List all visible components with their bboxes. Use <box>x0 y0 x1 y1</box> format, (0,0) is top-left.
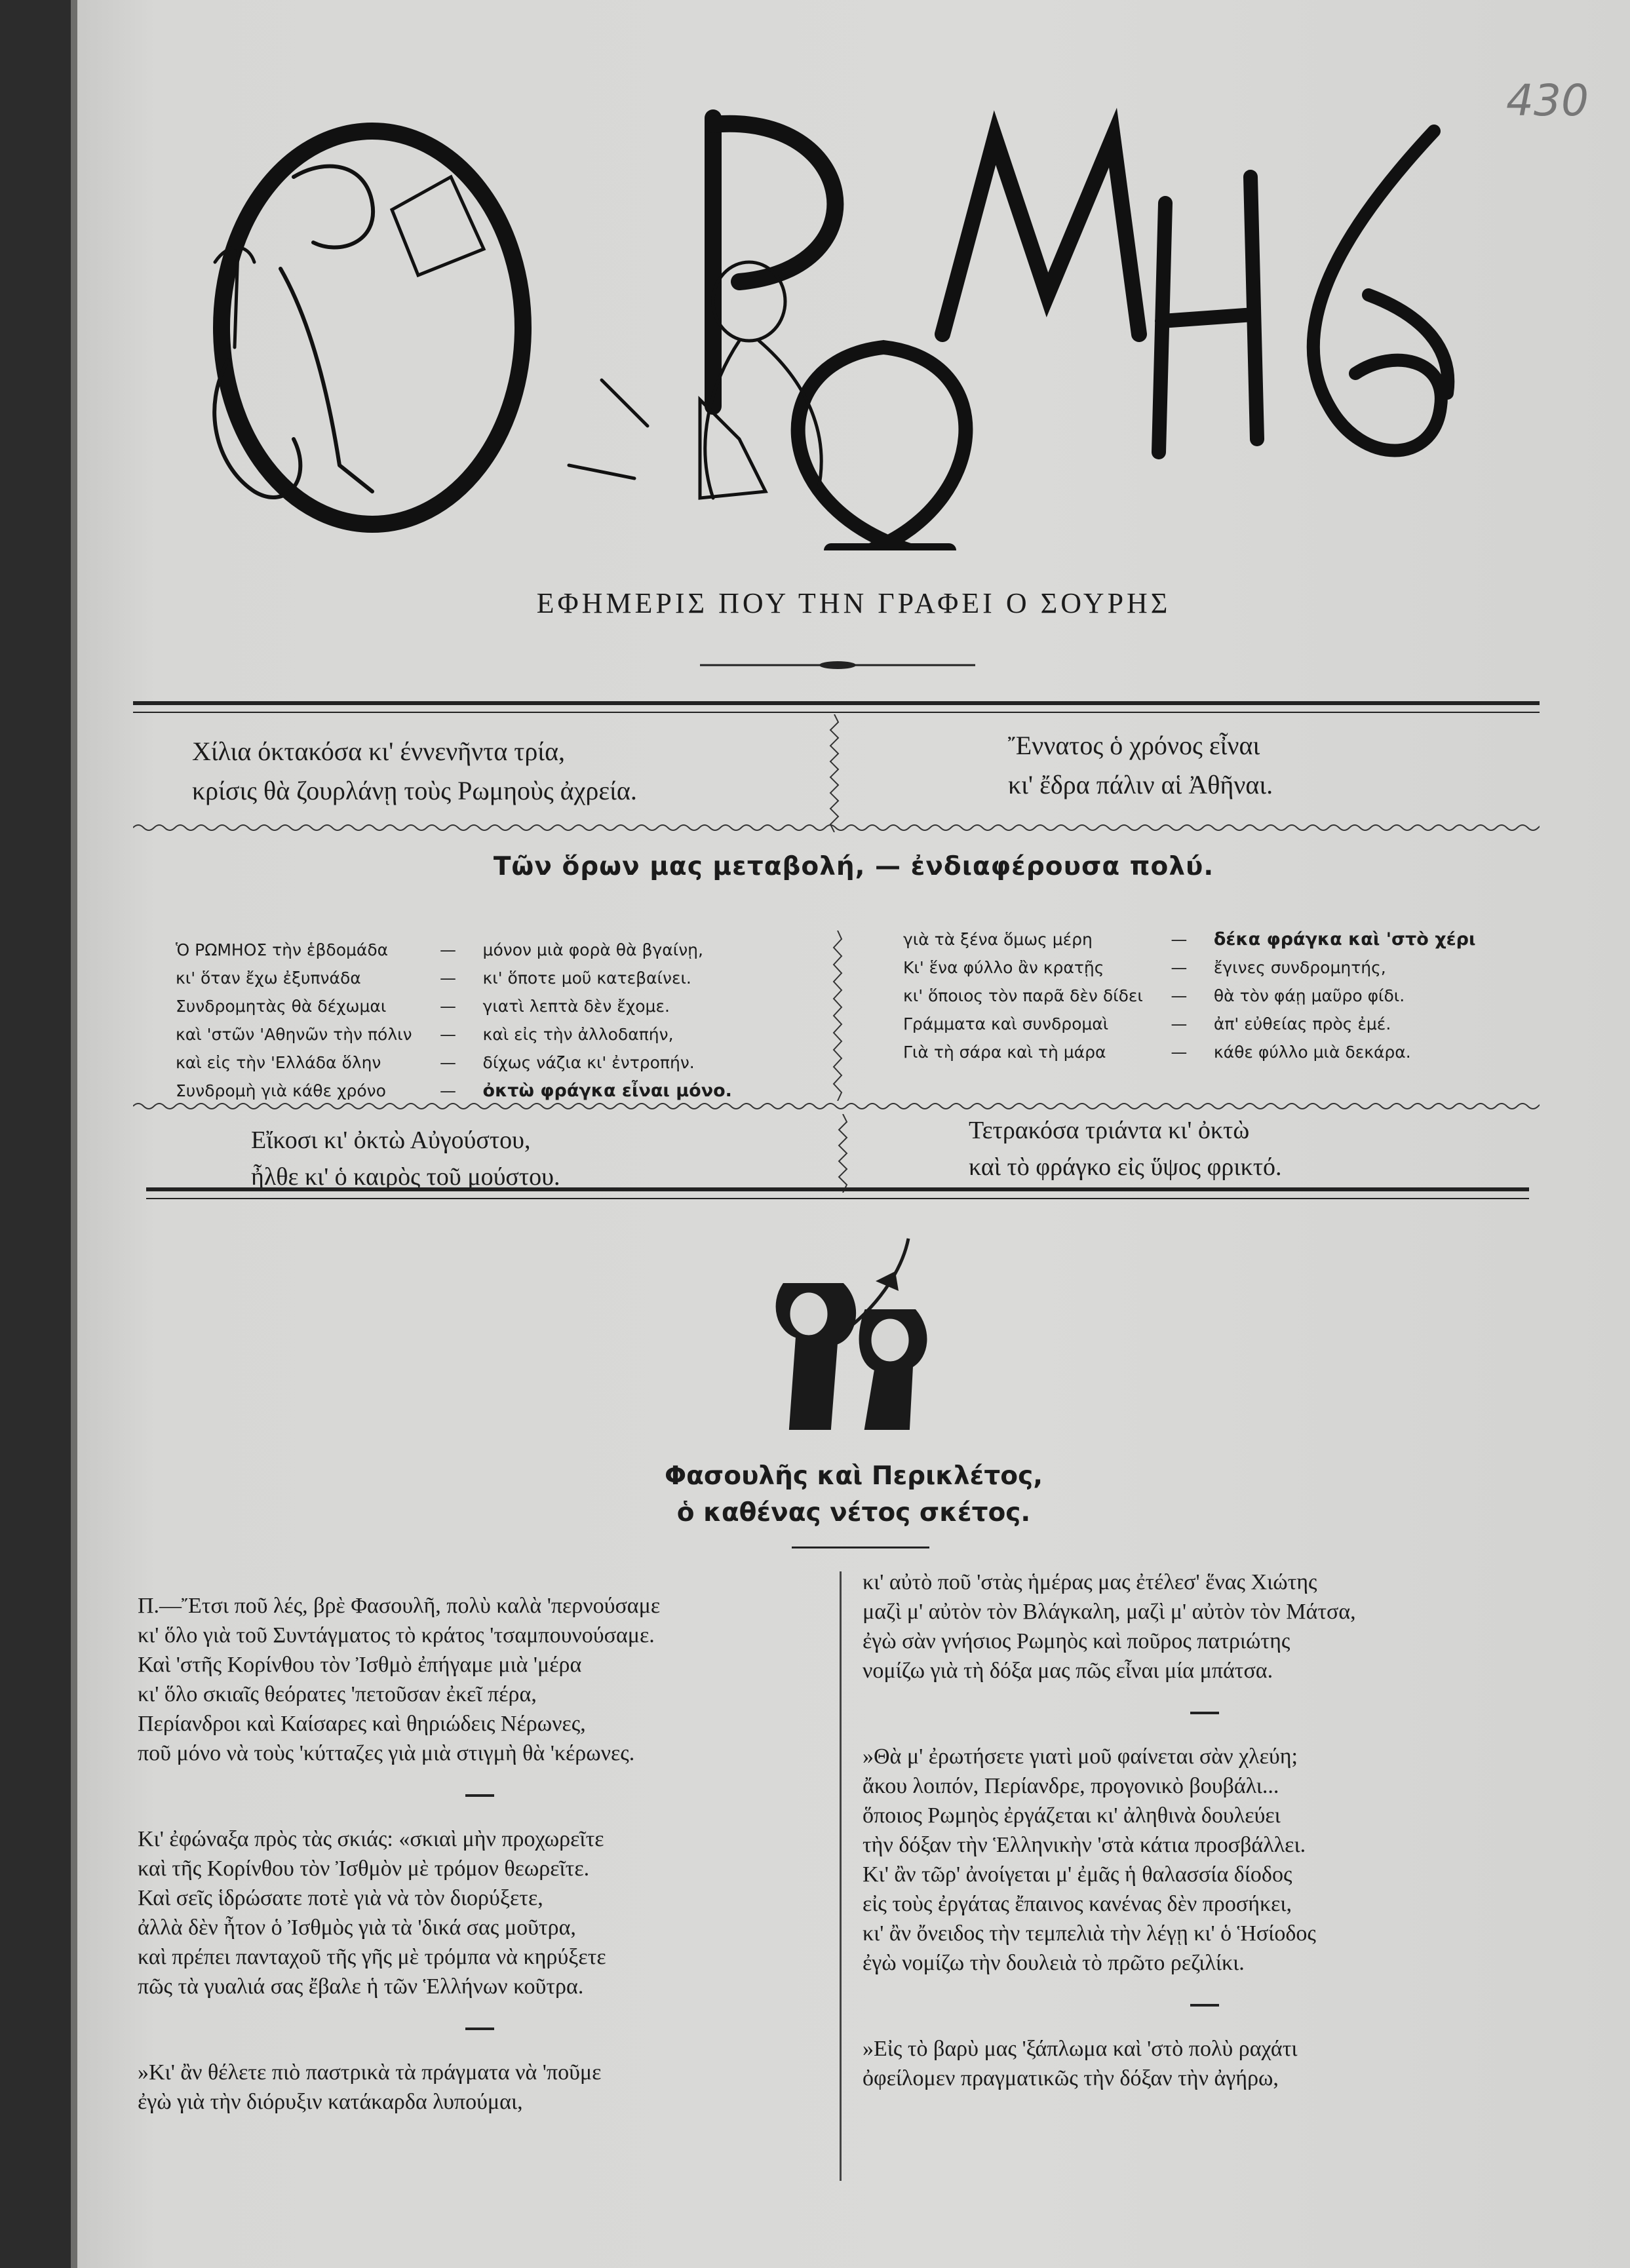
poem-line: »Κι' ἂν θέλετε πιὸ παστρικὰ τὰ πράγματα νὰ 'ποῦμε <box>138 2060 602 2085</box>
verse-line: Εἴκοσι κι' ὀκτὼ Αὐγούστου, <box>251 1126 531 1154</box>
poem-line: ἐγὼ νομίζω τὴν δουλειὰ τὸ πρῶτο ρεζιλίκι. <box>863 1951 1245 1975</box>
column-separator <box>840 1571 842 2181</box>
poem-line: καὶ τῆς Κορίνθου τὸν Ἰσθμὸν μὲ τρόμον θεωρεῖτε. <box>138 1856 590 1881</box>
stanza-divider <box>465 1794 494 1797</box>
terms-title: Τῶν ὅρων μας μεταβολή, — ἐνδιαφέρουσα πολύ. <box>493 852 1214 881</box>
terms-dash: — <box>440 997 457 1016</box>
poem-line: ὅποιος Ρωμηὸς ἐργάζεται κι' ἀληθινὰ δουλεύει <box>863 1803 1281 1828</box>
double-rule-bottom <box>146 1187 1529 1199</box>
terms-cell-left: Ὁ ΡΩΜΗΟΣ τὴν ἑβδομάδα <box>176 940 389 959</box>
book-spine <box>0 0 77 2268</box>
poem-column-1 <box>138 1591 832 2117</box>
poem-line: νομίζω γιὰ τὴ δόξα μας πῶς εἶναι μία μπάτσα. <box>863 1659 1273 1683</box>
terms-row <box>903 1038 1476 1066</box>
terms-cell-left: Γιὰ τὴ σάρα καὶ τὴ μάρα <box>903 1043 1106 1062</box>
terms-cell-right: κι' ὅποτε μοῦ κατεβαίνει. <box>482 969 691 988</box>
poem-line: κι' αὐτὸ ποῦ 'στὰς ἡμέρας μας ἐτέλεσ' ἕνας Χιώτης <box>863 1570 1317 1594</box>
poem-line: καὶ πρέπει πανταχοῦ τῆς γῆς μὲ τρόμπα νὰ κηρύξετε <box>138 1945 606 1969</box>
poem-line: εἰς τοὺς ἐργάτας ἔπαινος κανένας δὲν προσήκει, <box>863 1892 1292 1916</box>
poem-line: Καὶ σεῖς ἱδρώσατε ποτὲ γιὰ νὰ τὸν διορύξετε, <box>138 1886 543 1910</box>
poem-line: μαζὶ μ' αὐτὸν τὸν Βλάγκαλη, μαζὶ μ' αὐτὸν τὸν Μάτσα, <box>863 1600 1356 1624</box>
stanza-divider <box>1190 1712 1219 1714</box>
masthead-letter-o <box>222 131 523 524</box>
terms-cell-left: κι' ὅταν ἔχω ἐξυπνάδα <box>176 969 361 988</box>
terms-table-left <box>176 936 732 1105</box>
poem-line: τὴν δόξαν τὴν Ἑλληνικὴν 'στὰ κάτια προσβάλλει. <box>863 1833 1306 1857</box>
terms-cell-right: θὰ τὸν φάῃ μαῦρο φίδι. <box>1213 986 1405 1005</box>
dialog-title <box>77 1458 1630 1531</box>
stanza-divider <box>465 2028 494 2030</box>
terms-cell-right: δέκα φράγκα καὶ 'στὸ χέρι <box>1213 929 1476 950</box>
poem-line: ποῦ μόνο νὰ τοὺς 'κύτταζες γιὰ μιὰ στιγμὴ θὰ 'κέρωνες. <box>138 1741 635 1765</box>
title-underline <box>792 1547 929 1548</box>
poem-line: ἀλλὰ δὲν ἦτον ὁ Ἰσθμὸς γιὰ τὰ 'δικά σας μοῦτρα, <box>138 1915 576 1940</box>
newspaper-page <box>77 0 1630 2268</box>
verse-line: καὶ τὸ φράγκο εἰς ὕψος φρικτό. <box>969 1153 1282 1181</box>
vertical-zigzag-separator <box>831 931 844 1101</box>
terms-cell-left: καὶ εἰς τὴν 'Ελλάδα ὅλην <box>176 1053 381 1072</box>
verse-line: Χίλια όκτακόσα κι' έννενῆντα τρία, <box>192 737 566 766</box>
poem-line: κι' ὅλο σκιαῖς θεόρατες 'πετοῦσαν ἐκεῖ πέρα, <box>138 1682 537 1706</box>
terms-row <box>176 1020 732 1048</box>
wavy-rule <box>133 1101 1540 1111</box>
poem-line: Π.—Ἔτσι ποῦ λές, βρὲ Φασουλῆ, πολὺ καλὰ 'περνούσαμε <box>138 1594 661 1618</box>
terms-table-right <box>903 925 1476 1066</box>
terms-dash: — <box>440 1081 457 1100</box>
terms-row <box>176 936 732 964</box>
terms-cell-left: Συνδρομὴ γιὰ κάθε χρόνο <box>176 1081 386 1100</box>
terms-cell-right: μόνον μιὰ φορὰ θὰ βγαίνῃ, <box>482 940 703 959</box>
verse-line: κρίσις θὰ ζουρλάνῃ τοὺς Ρωμηοὺς ἀχρεία. <box>192 776 637 805</box>
terms-row <box>903 982 1476 1010</box>
verse-line: Ἔννατος ὁ χρόνος εἶναι <box>1008 731 1260 760</box>
dialog-title-line: Φασουλῆς καὶ Περικλέτος, <box>664 1461 1043 1491</box>
poem-line: κι' ἂν ὄνειδος τὴν τεμπελιὰ τὴν λέγῃ κι' ὁ Ἡσίοδος <box>863 1921 1316 1946</box>
poem-line: Περίανδροι καὶ Καίσαρες καὶ θηριώδεις Νέρωνες, <box>138 1712 586 1736</box>
terms-cell-left: Κι' ἕνα φύλλο ἂν κρατῇς <box>903 958 1104 977</box>
terms-cell-left: καὶ 'στῶν 'Αθηνῶν τὴν πόλιν <box>176 1025 412 1044</box>
verse-line: κι' ἔδρα πάλιν αἱ Ἀθῆναι. <box>1008 770 1273 799</box>
verse-line: Τετρακόσα τριάντα κι' ὀκτὼ <box>969 1117 1250 1144</box>
terms-dash: — <box>1171 930 1188 949</box>
poem-line: κι' ὅλο γιὰ τοῦ Συντάγματος τὸ κράτος 'τσαμπουνούσαμε. <box>138 1623 655 1647</box>
terms-row <box>176 964 732 992</box>
poem-line: »Θὰ μ' ἐρωτήσετε γιατὶ μοῦ φαίνεται σὰν χλεύη; <box>863 1744 1298 1769</box>
masthead-illustration <box>176 98 1539 550</box>
poem-line: Κι' ἂν τῶρ' ἀνοίγεται μ' ἐμᾶς ἡ θαλασσία δίοδος <box>863 1862 1292 1887</box>
terms-cell-right: δίχως νάζια κι' ἐντροπήν. <box>482 1053 695 1072</box>
ornament-divider <box>700 659 975 672</box>
wavy-rule <box>133 822 1540 833</box>
terms-dash: — <box>440 969 457 988</box>
terms-row <box>176 1048 732 1077</box>
terms-dash: — <box>440 1025 457 1044</box>
poem-line: ἐγὼ σὰν γνήσιος Ρωμηὸς καὶ ποῦρος πατριώτης <box>863 1629 1290 1653</box>
terms-cell-left: γιὰ τὰ ξένα ὅμως μέρη <box>903 930 1093 949</box>
terms-cell-left: Συνδρομητὰς θὰ δέχωμαι <box>176 997 387 1016</box>
terms-cell-right: ἔγινες συνδρομητής, <box>1213 958 1386 977</box>
poem-line: πῶς τὰ γυαλιά σας ἔβαλε ἡ τῶν Ἑλλήνων κοῦτρα. <box>138 1974 584 1999</box>
vertical-zigzag-separator <box>836 1114 849 1193</box>
double-rule-top <box>133 701 1540 713</box>
terms-cell-right: γιατὶ λεπτὰ δὲν ἔχομε. <box>482 997 670 1016</box>
terms-row <box>903 925 1476 953</box>
poem-line: Κι' ἐφώναξα πρὸς τὰς σκιάς: «σκιαὶ μὴν προχωρεῖτε <box>138 1827 604 1851</box>
poem-line: Καὶ 'στῆς Κορίνθου τὸν Ἰσθμὸ ἐπήγαμε μιὰ 'μέρα <box>138 1653 582 1677</box>
masthead-subtitle: ΕΦΗΜΕΡΙΣ ΠΟΥ ΤΗΝ ΓΡΑΦΕΙ Ο ΣΟΥΡΗΣ <box>536 587 1171 619</box>
spine-edge <box>71 0 77 2268</box>
epigraph-top-right <box>1008 726 1273 805</box>
terms-dash: — <box>440 940 457 959</box>
poem-line: »Εἰς τὸ βαρὺ μας 'ξάπλωμα καὶ 'στὸ πολὺ ραχάτι <box>863 2037 1298 2061</box>
verse-line: ἦλθε κι' ὁ καιρὸς τοῦ μούστου. <box>251 1163 560 1191</box>
epigraph-bottom-left <box>251 1122 560 1195</box>
fasoulis-perikletos-illustration <box>745 1232 967 1442</box>
terms-cell-right: ὀκτὼ φράγκα εἶναι μόνο. <box>482 1081 732 1101</box>
terms-row <box>903 953 1476 982</box>
vertical-zigzag-separator <box>828 714 841 832</box>
terms-row <box>903 1010 1476 1038</box>
poem-column-2 <box>863 1567 1570 2093</box>
terms-cell-right: ἀπ' εὐθείας πρὸς ἐμέ. <box>1213 1014 1391 1033</box>
terms-row <box>176 992 732 1020</box>
poem-line: ἐγὼ γιὰ τὴν διόρυξιν κατάκαρδα λυπούμαι, <box>138 2090 523 2114</box>
stanza-divider <box>1190 2004 1219 2007</box>
terms-cell-left: κι' ὅποιος τὸν παρᾶ δὲν δίδει <box>903 986 1143 1005</box>
terms-dash: — <box>1171 1014 1188 1033</box>
epigraph-bottom-right <box>969 1112 1282 1185</box>
poem-line: ὀφείλομεν πραγματικῶς τὴν δόξαν τὴν ἀγήρω, <box>863 2066 1279 2090</box>
terms-dash: — <box>1171 986 1188 1005</box>
terms-cell-left: Γράμματα καὶ συνδρομαὶ <box>903 1014 1109 1033</box>
dialog-title-line: ὁ καθένας νέτος σκέτος. <box>676 1498 1031 1528</box>
terms-dash: — <box>1171 1043 1188 1062</box>
terms-dash: — <box>1171 958 1188 977</box>
poem-line: ἄκου λοιπόν, Περίανδρε, προγονικὸ βουβάλι... <box>863 1774 1279 1798</box>
terms-cell-right: καὶ εἰς τὴν ἀλλοδαπήν, <box>482 1025 674 1044</box>
terms-cell-right: κάθε φύλλο μιὰ δεκάρα. <box>1213 1043 1411 1062</box>
terms-dash: — <box>440 1053 457 1072</box>
page-number: 430 <box>1506 75 1589 126</box>
epigraph-top-left <box>192 732 637 811</box>
